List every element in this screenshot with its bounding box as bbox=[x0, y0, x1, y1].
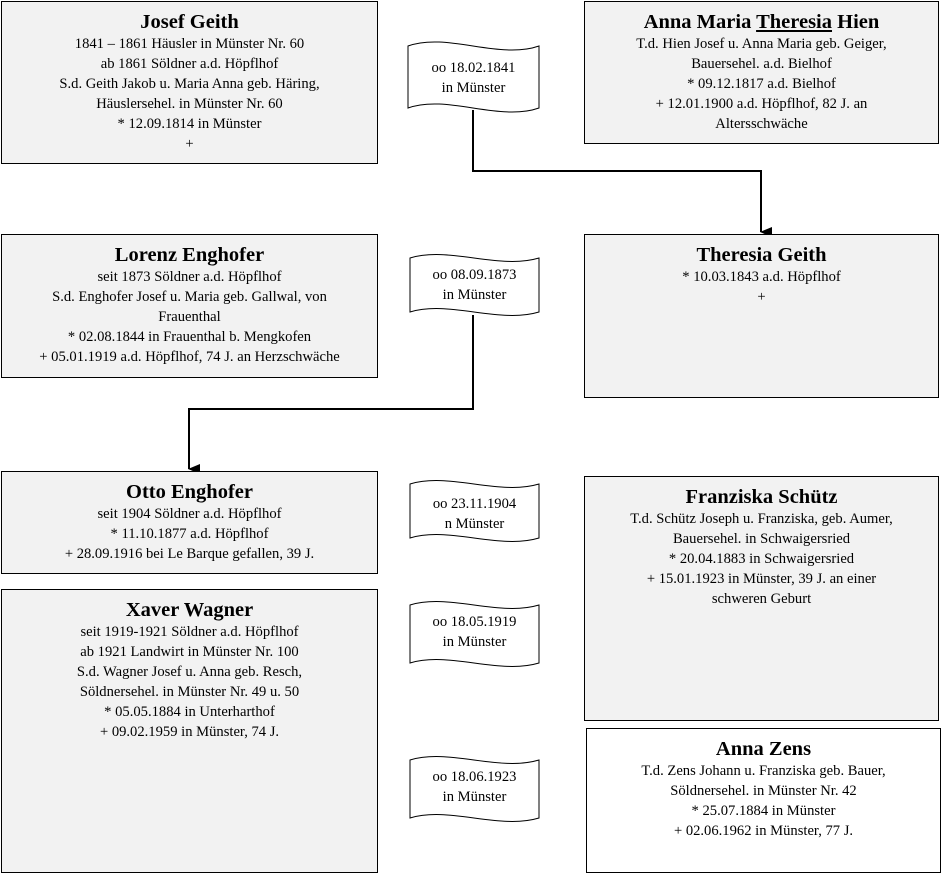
person-otto-enghofer bbox=[1, 471, 378, 574]
person-detail: 1841 – 1861 Häusler in Münster Nr. 60 bbox=[74, 36, 305, 52]
marriage-place: in Münster bbox=[442, 789, 507, 805]
marriage-date: oo 18.05.1919 bbox=[432, 614, 517, 630]
person-name-part: Anna Maria bbox=[643, 11, 757, 33]
marriage-banner bbox=[409, 480, 540, 544]
person-detail: * 11.10.1877 a.d. Höpflhof bbox=[110, 526, 269, 542]
person-name: Xaver Wagner bbox=[125, 599, 254, 621]
person-lorenz-enghofer bbox=[1, 234, 378, 378]
person-name-callname: Theresia bbox=[756, 11, 833, 33]
person-detail: * 05.05.1884 in Unterharthof bbox=[104, 704, 275, 720]
person-detail: + 15.01.1923 in Münster, 39 J. an einer bbox=[646, 571, 877, 587]
marriage-banner bbox=[409, 254, 540, 318]
person-xaver-wagner bbox=[1, 589, 378, 873]
person-detail: * 02.08.1844 in Frauenthal b. Mengkofen bbox=[67, 329, 312, 345]
person-detail: + 02.06.1962 in Münster, 77 J. bbox=[673, 823, 854, 839]
person-name: Lorenz Enghofer bbox=[114, 244, 265, 266]
person-detail: Altersschwäche bbox=[715, 116, 808, 132]
person-detail: T.d. Zens Johann u. Franziska geb. Bauer, bbox=[641, 763, 886, 779]
person-detail: + 28.09.1916 bei Le Barque gefallen, 39 J. bbox=[64, 546, 315, 562]
person-detail: S.d. Geith Jakob u. Maria Anna geb. Häring, bbox=[59, 76, 320, 92]
person-detail: * 09.12.1817 a.d. Bielhof bbox=[687, 76, 836, 92]
person-detail: + 12.01.1900 a.d. Höpflhof, 82 J. an bbox=[655, 96, 868, 112]
person-detail: Frauenthal bbox=[158, 309, 221, 325]
person-detail: + bbox=[185, 136, 194, 152]
marriage-date: oo 08.09.1873 bbox=[432, 267, 517, 283]
person-name: Anna Zens bbox=[715, 738, 812, 760]
person-name: Josef Geith bbox=[140, 11, 239, 33]
person-anna-maria-hien bbox=[584, 1, 939, 144]
person-detail: seit 1873 Söldner a.d. Höpflhof bbox=[97, 269, 282, 285]
person-name: Theresia Geith bbox=[696, 244, 827, 266]
person-detail: Bauersehel. a.d. Bielhof bbox=[691, 56, 832, 72]
marriage-place: in Münster bbox=[441, 80, 506, 96]
person-detail: * 10.03.1843 a.d. Höpflhof bbox=[682, 269, 841, 285]
person-detail: + bbox=[757, 289, 766, 305]
marriage-place: in Münster bbox=[442, 634, 507, 650]
person-detail: * 20.04.1883 in Schwaigersried bbox=[668, 551, 855, 567]
person-detail: ab 1921 Landwirt in Münster Nr. 100 bbox=[80, 644, 299, 660]
person-detail: T.d. Schütz Joseph u. Franziska, geb. Aumer, bbox=[630, 511, 893, 527]
person-detail: + 09.02.1959 in Münster, 74 J. bbox=[99, 724, 280, 740]
person-detail: Söldnersehel. in Münster Nr. 49 u. 50 bbox=[79, 684, 300, 700]
person-franziska-schuetz bbox=[584, 476, 939, 721]
person-name: Franziska Schütz bbox=[685, 486, 838, 508]
marriage-date: oo 23.11.1904 bbox=[432, 496, 517, 512]
person-detail: Söldnersehel. in Münster Nr. 42 bbox=[670, 783, 857, 799]
person-name: Otto Enghofer bbox=[126, 481, 253, 503]
marriage-banner bbox=[409, 756, 540, 824]
person-detail: * 25.07.1884 in Münster bbox=[691, 803, 836, 819]
marriage-banner bbox=[409, 601, 540, 669]
person-detail: ab 1861 Söldner a.d. Höpflhof bbox=[100, 56, 279, 72]
person-anna-zens bbox=[586, 728, 941, 873]
person-detail: T.d. Hien Josef u. Anna Maria geb. Geiger, bbox=[636, 36, 887, 52]
person-josef-geith bbox=[1, 1, 378, 164]
person-detail: Häuslersehel. in Münster Nr. 60 bbox=[96, 96, 283, 112]
person-name-part: Hien bbox=[832, 11, 880, 33]
person-detail: * 12.09.1814 in Münster bbox=[117, 116, 262, 132]
marriage-banner bbox=[407, 42, 540, 114]
marriage-date: oo 18.06.1923 bbox=[432, 769, 517, 785]
person-detail: S.d. Enghofer Josef u. Maria geb. Gallwal, von bbox=[52, 289, 327, 305]
person-name bbox=[585, 10, 938, 34]
person-detail: seit 1904 Söldner a.d. Höpflhof bbox=[97, 506, 282, 522]
person-detail: Bauersehel. in Schwaigersried bbox=[672, 531, 851, 547]
person-detail: S.d. Wagner Josef u. Anna geb. Resch, bbox=[76, 664, 303, 680]
person-detail: seit 1919-1921 Söldner a.d. Höpflhof bbox=[80, 624, 299, 640]
person-detail: schweren Geburt bbox=[711, 591, 812, 607]
marriage-date: oo 18.02.1841 bbox=[431, 60, 516, 76]
marriage-place: in Münster bbox=[442, 287, 507, 303]
person-theresia-geith bbox=[584, 234, 939, 398]
person-detail: + 05.01.1919 a.d. Höpflhof, 74 J. an Herzschwäche bbox=[39, 349, 340, 365]
marriage-place: n Münster bbox=[444, 516, 505, 532]
